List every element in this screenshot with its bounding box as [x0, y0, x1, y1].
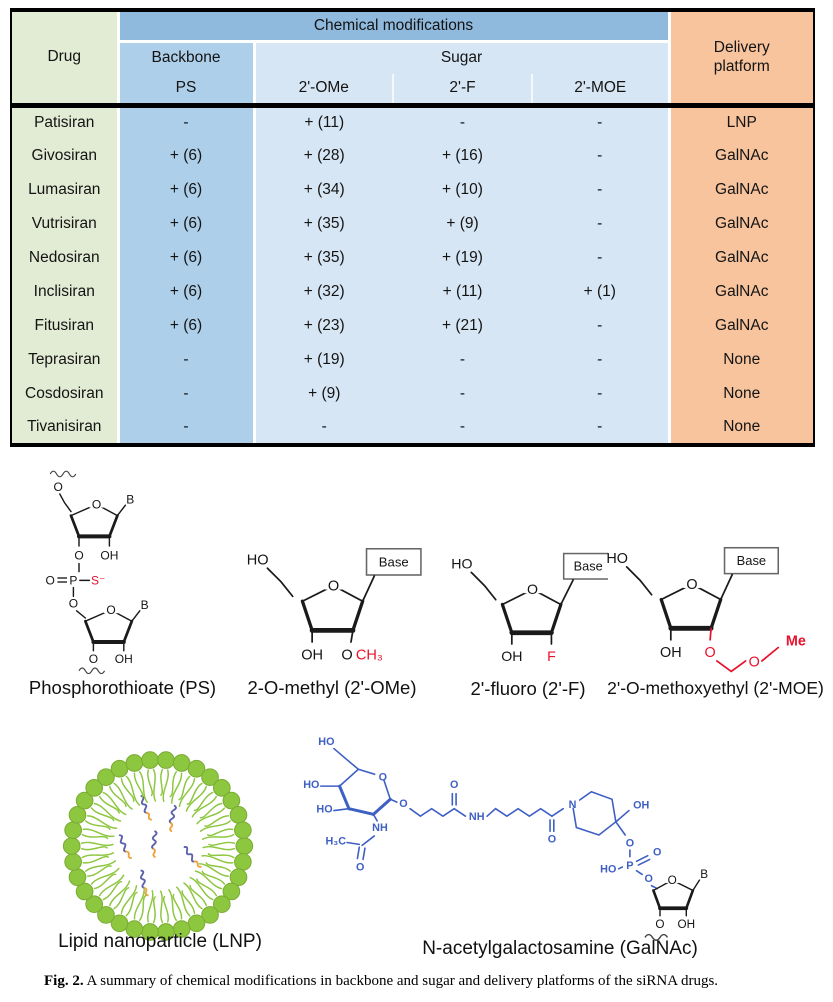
lipid-tail: [169, 890, 177, 920]
header-delivery-platform: [669, 10, 814, 105]
svg-text:Base: Base: [573, 558, 603, 574]
cell-f: -: [393, 343, 532, 377]
lipid-head: [126, 755, 143, 772]
svg-text:O: O: [341, 647, 353, 664]
cell-ps: -: [118, 377, 254, 411]
svg-text:O: O: [53, 479, 63, 494]
svg-text:O: O: [704, 645, 716, 662]
header-delivery-line2: platform: [713, 58, 770, 76]
lipid-tail: [82, 842, 113, 845]
cell-delivery: None: [669, 343, 814, 377]
header-2f: 2'-F: [393, 74, 532, 105]
svg-text:O: O: [748, 654, 760, 671]
cell-f: + (16): [393, 139, 532, 173]
table-row: [11, 241, 814, 275]
table-row: [11, 105, 814, 139]
cell-ome: + (23): [254, 309, 393, 343]
ps-structure-diagram: [22, 466, 184, 674]
cell-delivery: LNP: [669, 105, 814, 139]
svg-text:O: O: [106, 603, 116, 617]
table-row: [11, 275, 814, 309]
lipid-tail: [154, 897, 156, 922]
svg-text:OH: OH: [633, 799, 650, 812]
svg-text:O: O: [68, 596, 79, 611]
galnac-label: N-acetylgalactosamine (GalNAc): [422, 938, 698, 959]
cell-moe: -: [532, 173, 669, 207]
cell-drug: Tivanisiran: [11, 411, 118, 445]
ome-structure-diagram: [236, 541, 431, 677]
lipid-tail: [154, 770, 156, 801]
lipid-tail: [140, 896, 146, 921]
cell-drug: Givosiran: [11, 139, 118, 173]
svg-text:Me: Me: [785, 633, 806, 650]
cell-ps: + (6): [118, 241, 254, 275]
header-sugar: Sugar: [254, 41, 669, 74]
lipid-head: [230, 807, 247, 824]
lipid-head: [158, 752, 175, 769]
figure-caption-text: A summary of chemical modifications in backbone and sugar and delivery platforms of the siRNA drugs.: [86, 973, 719, 989]
cell-drug: Lumasiran: [11, 173, 118, 207]
svg-text:OH: OH: [100, 548, 119, 563]
lipid-tail: [148, 770, 152, 795]
svg-text:P: P: [69, 573, 78, 588]
svg-text:O: O: [547, 833, 557, 846]
cell-moe: -: [532, 139, 669, 173]
cell-ome: + (32): [254, 275, 393, 309]
cell-f: + (19): [393, 241, 532, 275]
lipid-head: [236, 838, 253, 855]
svg-text:B: B: [140, 598, 149, 613]
cell-moe: -: [532, 309, 669, 343]
svg-text:OH: OH: [114, 651, 133, 666]
sirna-strand: [168, 805, 177, 831]
header-2ome: 2'-OMe: [254, 74, 393, 105]
cell-moe: -: [532, 411, 669, 445]
cell-moe: + (1): [532, 275, 669, 309]
cell-f: + (21): [393, 309, 532, 343]
table-row: [11, 309, 814, 343]
cell-ome: + (34): [254, 173, 393, 207]
svg-text:HO: HO: [316, 803, 333, 816]
svg-text:F: F: [547, 648, 556, 665]
cell-moe: -: [532, 241, 669, 275]
svg-text:OH: OH: [660, 645, 682, 662]
svg-text:HO: HO: [246, 552, 269, 569]
cell-f: -: [393, 105, 532, 139]
svg-text:HO: HO: [606, 551, 628, 568]
table-row: [11, 207, 814, 241]
lipid-head: [142, 752, 159, 769]
lipid-tail: [203, 847, 234, 850]
header-drug: Drug: [11, 10, 118, 105]
table-row: [11, 377, 814, 411]
sirna-strand: [151, 831, 157, 857]
svg-text:B: B: [700, 868, 709, 882]
lipid-tail: [83, 857, 108, 863]
svg-text:H₃C: H₃C: [325, 835, 347, 848]
lipid-tail: [161, 770, 163, 795]
cell-drug: Inclisiran: [11, 275, 118, 309]
figure-caption-number: Fig. 2.: [44, 973, 84, 989]
header-chemical-modifications: Chemical modifications: [118, 10, 669, 41]
table-row: [11, 173, 814, 207]
sirna-strand: [183, 846, 201, 869]
svg-text:O: O: [356, 861, 365, 874]
cell-ps: + (6): [118, 173, 254, 207]
svg-text:O: O: [88, 651, 99, 666]
lipid-head: [188, 915, 205, 932]
lipid-head: [235, 822, 252, 839]
lipid-tail: [209, 842, 234, 845]
svg-text:O: O: [655, 918, 665, 932]
cell-ome: + (11): [254, 105, 393, 139]
cell-ps: + (6): [118, 309, 254, 343]
cell-ome: + (28): [254, 139, 393, 173]
lipid-tail: [202, 856, 233, 863]
f-structure-label: 2'-fluoro (2'-F): [470, 678, 586, 699]
cell-drug: Vutrisiran: [11, 207, 118, 241]
svg-text:HO: HO: [600, 863, 617, 876]
cell-ps: + (6): [118, 139, 254, 173]
ps-structure-label: Phosphorothioate (PS): [28, 677, 217, 698]
svg-text:O: O: [652, 846, 662, 859]
table-row: [11, 139, 814, 173]
lipid-tail: [161, 891, 163, 922]
lipid-tail: [83, 829, 114, 836]
svg-text:O: O: [667, 873, 677, 887]
cell-delivery: None: [669, 411, 814, 445]
lipid-head: [173, 755, 190, 772]
modifications-table-wrap: [10, 8, 815, 447]
cell-f: + (11): [393, 275, 532, 309]
header-backbone: Backbone: [118, 41, 254, 74]
cell-delivery: None: [669, 377, 814, 411]
galnac-diagram: [292, 726, 716, 944]
cell-moe: -: [532, 377, 669, 411]
cell-delivery: GalNAc: [669, 173, 814, 207]
cell-ome: + (19): [254, 343, 393, 377]
cell-f: + (9): [393, 207, 532, 241]
svg-text:N: N: [568, 798, 577, 811]
cell-ome: + (35): [254, 241, 393, 275]
cell-delivery: GalNAc: [669, 241, 814, 275]
lipid-head: [63, 838, 80, 855]
lipid-head: [235, 854, 252, 871]
cell-delivery: GalNAc: [669, 275, 814, 309]
cell-f: -: [393, 411, 532, 445]
ome-structure-label: 2-O-methyl (2'-OMe): [247, 677, 417, 698]
cell-f: -: [393, 377, 532, 411]
svg-text:O: O: [449, 779, 459, 792]
svg-text:O: O: [45, 573, 55, 588]
svg-text:HO: HO: [318, 735, 335, 748]
moe-structure-diagram: [596, 540, 831, 684]
modifications-table: [10, 8, 815, 447]
cell-ps: -: [118, 343, 254, 377]
cell-ps: -: [118, 411, 254, 445]
svg-text:S⁻: S⁻: [91, 573, 106, 588]
lipid-tail: [170, 772, 176, 797]
table-row: [11, 411, 814, 445]
svg-text:O: O: [378, 771, 387, 784]
cell-moe: -: [532, 105, 669, 139]
cell-ome: + (9): [254, 377, 393, 411]
svg-text:O: O: [399, 797, 408, 810]
svg-text:B: B: [126, 492, 135, 507]
svg-text:OH: OH: [501, 648, 523, 665]
svg-text:O: O: [527, 581, 539, 598]
cell-ome: -: [254, 411, 393, 445]
lipid-head: [65, 854, 82, 871]
cell-ps: + (6): [118, 275, 254, 309]
svg-text:O: O: [644, 872, 653, 885]
cell-delivery: GalNAc: [669, 139, 814, 173]
figure-caption: [44, 973, 819, 990]
svg-text:Base: Base: [378, 554, 409, 570]
cell-ome: + (35): [254, 207, 393, 241]
svg-text:O: O: [686, 576, 698, 593]
lipid-head: [69, 869, 86, 886]
cell-delivery: GalNAc: [669, 207, 814, 241]
header-delivery-line1: Delivery: [713, 38, 770, 56]
lipid-tail: [163, 770, 168, 801]
lipid-tail: [82, 847, 107, 850]
cell-ps: -: [118, 105, 254, 139]
svg-text:OH: OH: [677, 918, 696, 932]
svg-text:Base: Base: [736, 553, 767, 568]
svg-text:O: O: [327, 578, 340, 595]
lipid-tail: [208, 829, 233, 835]
svg-text:O: O: [91, 497, 102, 512]
svg-text:HO: HO: [303, 779, 320, 792]
f-structure-diagram: [443, 546, 608, 678]
svg-text:O: O: [74, 548, 84, 563]
lnp-label: Lipid nanoparticle (LNP): [58, 931, 262, 952]
lnp-diagram: [55, 745, 261, 951]
cell-drug: Teprasiran: [11, 343, 118, 377]
table-row: [11, 343, 814, 377]
cell-drug: Cosdosiran: [11, 377, 118, 411]
lipid-head: [65, 822, 82, 839]
cell-drug: Fitusiran: [11, 309, 118, 343]
lipid-tail: [164, 897, 168, 922]
svg-text:NH: NH: [372, 822, 388, 835]
svg-text:P: P: [626, 859, 634, 872]
header-ps: PS: [118, 74, 254, 105]
cell-delivery: GalNAc: [669, 309, 814, 343]
cell-drug: Nedosiran: [11, 241, 118, 275]
cell-moe: -: [532, 207, 669, 241]
cell-ps: + (6): [118, 207, 254, 241]
svg-text:NH: NH: [468, 810, 485, 823]
svg-text:HO: HO: [451, 555, 473, 572]
cell-drug: Patisiran: [11, 105, 118, 139]
moe-structure-label: 2'-O-methoxyethyl (2'-MOE): [607, 678, 824, 698]
svg-text:O: O: [625, 837, 635, 850]
svg-text:OH: OH: [301, 647, 324, 664]
lipid-head: [111, 760, 128, 777]
sirna-strand: [118, 835, 131, 860]
header-2moe: 2'-MOE: [532, 74, 669, 105]
cell-f: + (10): [393, 173, 532, 207]
svg-text:CH₃: CH₃: [355, 647, 383, 664]
cell-moe: -: [532, 343, 669, 377]
